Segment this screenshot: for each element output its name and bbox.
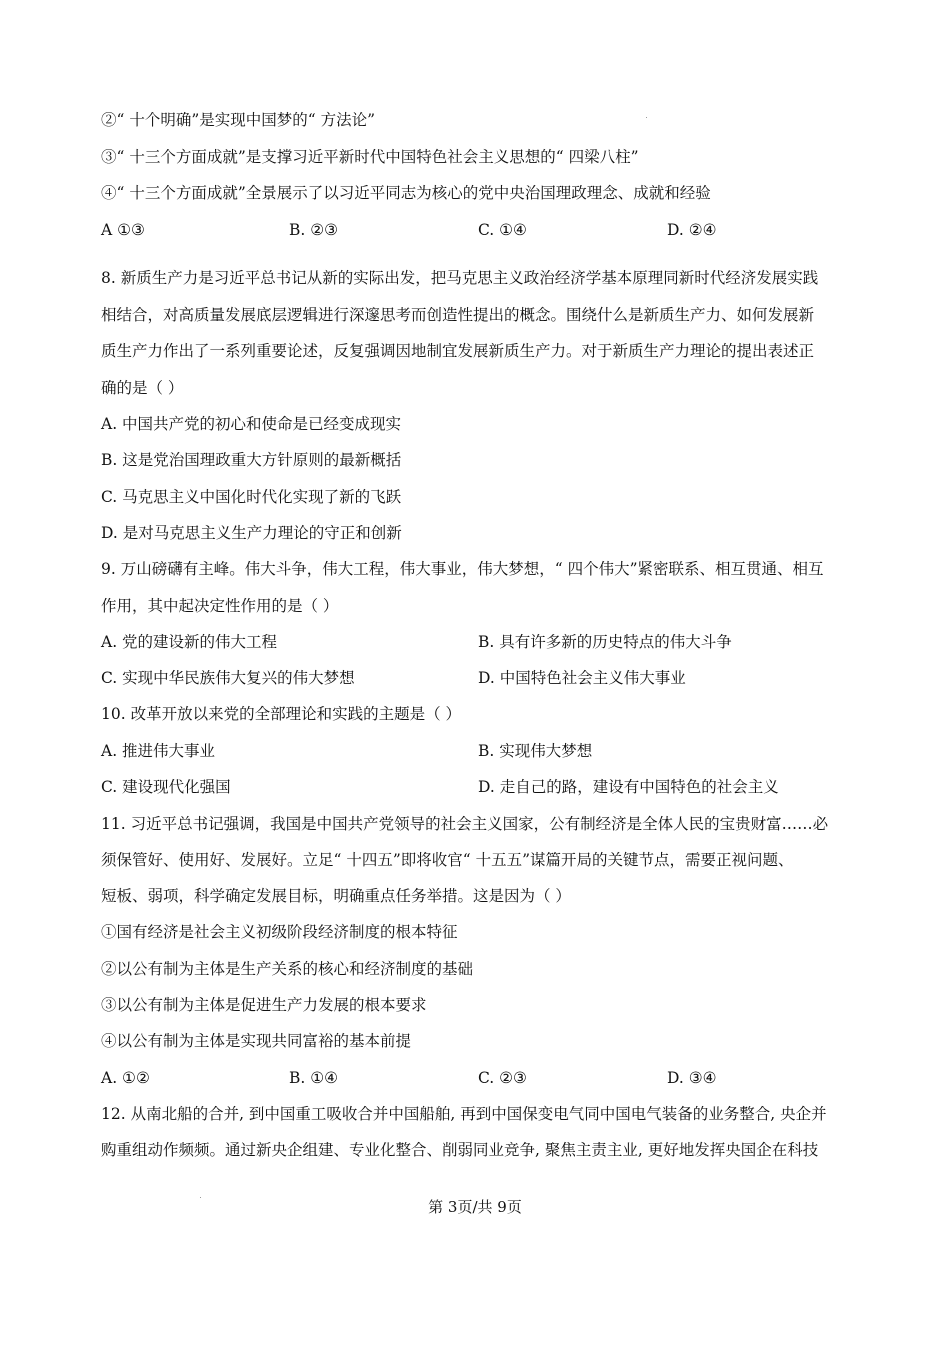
q8-stem-line-4: 确的是（ ） <box>101 379 184 397</box>
q9-stem-line-1: 9. 万山磅礴有主峰。伟大斗争，伟大工程，伟大事业，伟大梦想，“ 四个伟大”紧密联系、相互贯通、相互 <box>101 560 824 578</box>
q7-option-c: C. ①④ <box>478 221 527 239</box>
q10-option-d: D. 走自己的路，建设有中国特色的社会主义 <box>478 778 779 796</box>
q11-item-4: ④以公有制为主体是实现共同富裕的基本前提 <box>101 1032 412 1050</box>
q12-stem-line-1: 12. 从南北船的合并, 到中国重工吸收合并中国船舶, 再到中国保变电气同中国电气装备的业务整合, 央企并 <box>101 1105 827 1123</box>
q11-stem-line-3: 短板、弱项，科学确定发展目标，明确重点任务举措。这是因为（ ） <box>101 887 571 905</box>
q12-stem-line-2: 购重组动作频频。通过新央企组建、专业化整合、削弱同业竞争, 聚焦主责主业, 更好地发挥央国企在科技 <box>101 1141 819 1159</box>
q9-option-a: A. 党的建设新的伟大工程 <box>101 633 278 651</box>
q7-item-4: ④“ 十三个方面成就”全景展示了以习近平同志为核心的党中央治国理政理念、成就和经验 <box>101 184 711 202</box>
q11-stem-line-2: 须保管好、使用好、发展好。立足“ 十四五”即将收官“ 十五五”谋篇开局的关键节点，需要正视问题、 <box>101 851 794 869</box>
q7-option-b: B. ②③ <box>289 221 339 239</box>
q7-item-3: ③“ 十三个方面成就”是支撑习近平新时代中国特色社会主义思想的“ 四梁八柱” <box>101 148 639 166</box>
q7-option-a: A ①③ <box>101 221 145 239</box>
q8-option-b: B. 这是党治国理政重大方针原则的最新概括 <box>101 451 402 469</box>
q11-option-d: D. ③④ <box>667 1069 717 1087</box>
q8-option-a: A. 中国共产党的初心和使命是已经变成现实 <box>101 415 402 433</box>
q8-stem-line-3: 质生产力作出了一系列重要论述，反复强调因地制宜发展新质生产力。对于新质生产力理论的提出表述正 <box>101 342 815 360</box>
q10-option-b: B. 实现伟大梦想 <box>478 742 593 760</box>
q10-option-a: A. 推进伟大事业 <box>101 742 216 760</box>
q8-option-c: C. 马克思主义中国化时代化实现了新的飞跃 <box>101 488 402 506</box>
q11-option-a: A. ①② <box>101 1069 150 1087</box>
q11-option-b: B. ①④ <box>289 1069 339 1087</box>
page-number-footer: 第 3页/共 9页 <box>428 1198 522 1216</box>
q10-stem: 10. 改革开放以来党的全部理论和实践的主题是（ ） <box>101 705 462 723</box>
q10-option-c: C. 建设现代化强国 <box>101 778 231 796</box>
q11-option-c: C. ②③ <box>478 1069 527 1087</box>
q7-option-d: D. ②④ <box>667 221 717 239</box>
q11-item-2: ②以公有制为主体是生产关系的核心和经济制度的基础 <box>101 960 474 978</box>
q7-item-2: ②“ 十个明确”是实现中国梦的“ 方法论” <box>101 111 376 129</box>
q9-option-d: D. 中国特色社会主义伟大事业 <box>478 669 686 687</box>
q9-stem-line-2: 作用，其中起决定性作用的是（ ） <box>101 597 339 615</box>
q9-option-c: C. 实现中华民族伟大复兴的伟大梦想 <box>101 669 355 687</box>
q9-option-b: B. 具有许多新的历史特点的伟大斗争 <box>478 633 732 651</box>
q11-stem-line-1: 11. 习近平总书记强调，我国是中国共产党领导的社会主义国家，公有制经济是全体人民的宝贵财富……必 <box>101 815 829 833</box>
q8-stem-line-1: 8. 新质生产力是习近平总书记从新的实际出发，把马克思主义政治经济学基本原理同新时代经济发展实践 <box>101 269 819 287</box>
q8-option-d: D. 是对马克思主义生产力理论的守正和创新 <box>101 524 402 542</box>
q11-item-1: ①国有经济是社会主义初级阶段经济制度的根本特征 <box>101 923 458 941</box>
q8-stem-line-2: 相结合，对高质量发展底层逻辑进行深邃思考而创造性提出的概念。围绕什么是新质生产力、如何发展新 <box>101 306 815 324</box>
stray-dot <box>646 117 647 118</box>
q11-item-3: ③以公有制为主体是促进生产力发展的根本要求 <box>101 996 427 1014</box>
